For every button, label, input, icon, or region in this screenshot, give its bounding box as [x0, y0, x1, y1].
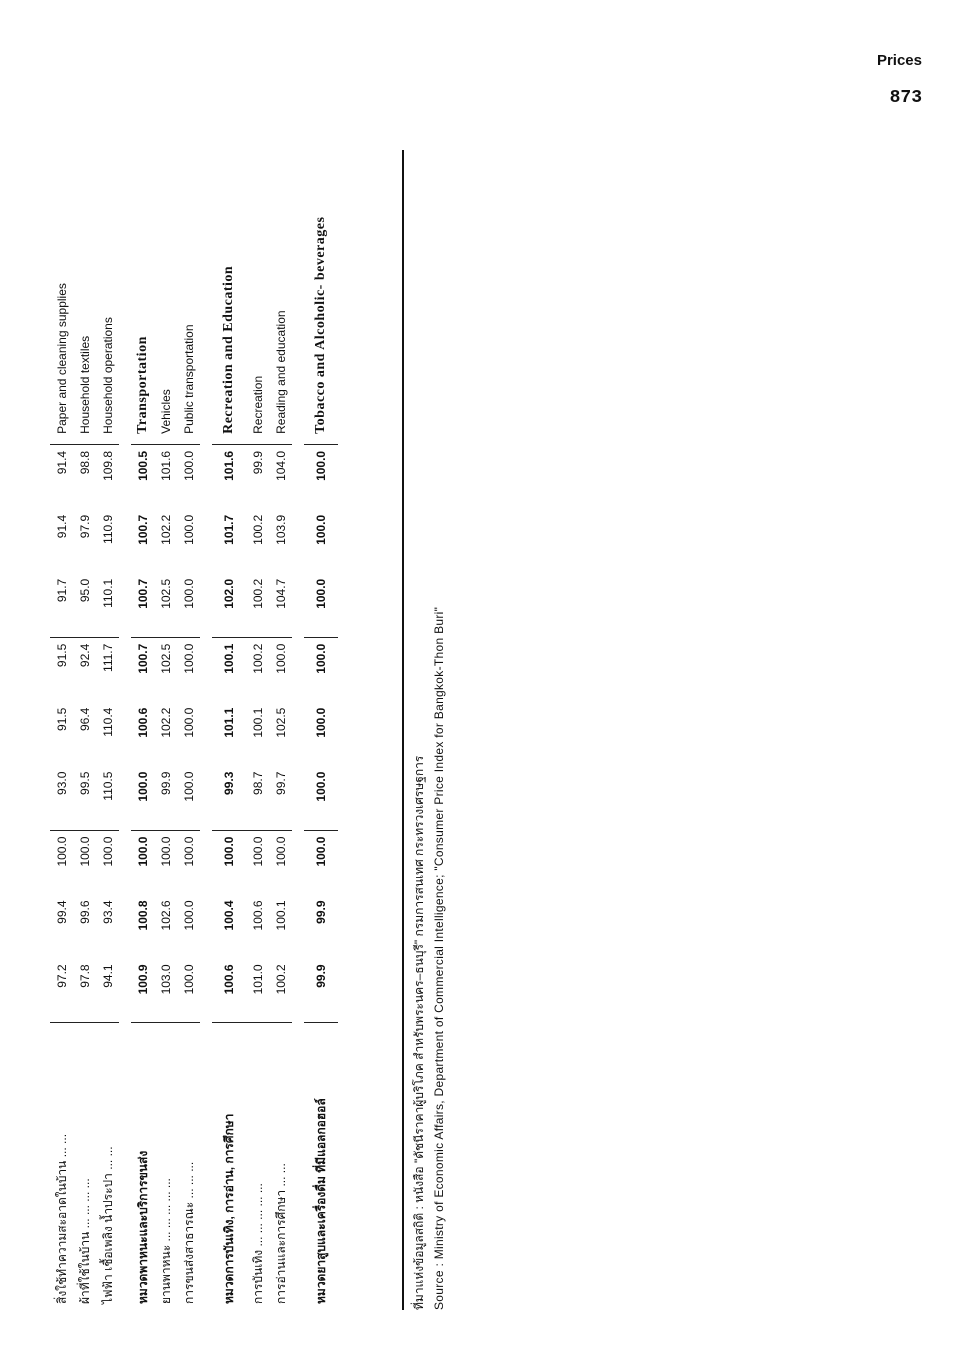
table-row [73, 150, 96, 1310]
index-value: 100.0 [181, 514, 196, 545]
index-value: 110.9 [100, 514, 115, 544]
index-value: 91.5 [54, 707, 69, 731]
index-value: 100.0 [181, 836, 196, 867]
index-value: 102.0 [212, 573, 246, 637]
table-row [50, 150, 73, 1310]
index-value: 91.4 [54, 450, 69, 475]
index-value: 100.7 [131, 573, 154, 637]
index-value: 98.8 [77, 450, 92, 475]
index-value: 101.7 [222, 514, 236, 545]
index-value: 100.0 [314, 514, 328, 545]
row-label-thai: การบันเทิง ... ... ... ... ... [250, 1183, 265, 1304]
table-row [212, 150, 246, 1310]
row-label-english: Household textiles [73, 150, 96, 444]
index-value: 101.1 [222, 707, 236, 738]
index-value: 100.0 [54, 836, 69, 867]
index-value: 100.0 [250, 836, 265, 867]
row-label-english: Reading and education [269, 150, 292, 444]
index-value: 109.8 [100, 450, 115, 481]
index-value: 100.0 [181, 643, 196, 674]
index-value: 100.2 [246, 573, 269, 637]
row-label-english: Tobacco and Alcoholic- beverages [304, 150, 338, 444]
row-label-thai: ผ้าที่ใช้ในบ้าน ... ... ... ... [77, 1178, 92, 1304]
index-value: 100.1 [273, 900, 288, 931]
page-number: 873 [889, 88, 922, 108]
index-value: 99.9 [304, 958, 338, 1022]
index-value: 100.6 [250, 900, 265, 931]
index-value: 99.9 [154, 766, 177, 830]
index-value: 100.0 [314, 643, 328, 674]
index-value: 100.2 [250, 643, 265, 674]
index-value: 100.2 [269, 958, 292, 1022]
index-value: 91.5 [54, 643, 69, 668]
index-value: 101.0 [246, 958, 269, 1022]
index-value: 99.6 [77, 900, 92, 924]
index-value: 94.1 [96, 958, 119, 1022]
index-value: 100.8 [135, 900, 150, 931]
index-value: 100.7 [135, 514, 150, 545]
index-value: 110.5 [96, 766, 119, 830]
row-label-thai: หมวดยาสูบและเครื่องดื่ม ที่มีแอลกอฮอล์ [314, 1098, 328, 1304]
source-thai: ที่มาแห่งข้อมูลสถิติ : หนังสือ "ดัชนีราคาผู้บริโภค สำหรับพระนคร–ธนบุรี" กรมการสนเทศ กระทรวงเศรษฐการ [412, 755, 426, 1310]
index-value: 111.7 [100, 643, 115, 672]
index-value: 100.0 [304, 766, 338, 830]
index-value: 102.5 [154, 573, 177, 637]
index-value: 100.0 [177, 958, 200, 1022]
index-value: 97.2 [50, 958, 73, 1022]
index-value: 99.9 [250, 450, 265, 475]
index-value: 100.0 [314, 836, 328, 867]
rotated-table-block [50, 150, 470, 1310]
row-label-english: Household operations [96, 150, 119, 444]
index-value: 110.4 [100, 707, 115, 737]
row-label-thai: การอ่านและการศึกษา ... ... [273, 1163, 288, 1304]
index-value: 102.5 [158, 643, 173, 674]
index-value: 92.4 [77, 643, 92, 668]
index-value: 97.9 [77, 514, 92, 539]
row-label-thai: การขนส่งสาธารณะ ... ... ... [181, 1161, 196, 1304]
row-label-english: Recreation and Education [212, 150, 246, 444]
table-row [96, 150, 119, 1310]
index-value: 100.0 [181, 707, 196, 738]
source-english: Source : Ministry of Economic Affairs, Department of Commercial Intelligence; "Consumer Price Index for Bangkok-Thon Buri" [432, 606, 446, 1310]
table-row [154, 150, 177, 1310]
index-value: 100.0 [304, 573, 338, 637]
table-row [177, 150, 200, 1310]
index-value: 100.6 [135, 707, 150, 738]
index-value: 102.6 [158, 900, 173, 931]
index-value: 102.5 [273, 707, 288, 738]
row-label-english: Recreation [246, 150, 269, 444]
table-bottom-rule [402, 150, 404, 1310]
index-value: 95.0 [73, 573, 96, 637]
index-value: 93.0 [50, 766, 73, 830]
table-row [269, 150, 292, 1310]
index-value: 110.1 [96, 573, 119, 637]
index-value: 93.4 [100, 900, 115, 924]
index-value: 99.4 [54, 900, 69, 924]
index-value: 100.0 [181, 900, 196, 931]
index-value: 104.7 [269, 573, 292, 637]
index-value: 100.2 [250, 514, 265, 545]
index-value: 99.9 [314, 900, 328, 924]
row-label-english: Transportation [131, 150, 154, 444]
index-value: 99.3 [212, 766, 246, 830]
row-label-thai: สิ่งใช้ทำความสะอาดในบ้าน ... ... [54, 1133, 69, 1304]
row-label-thai: ยานพาหนะ ... ... ... ... ... [158, 1178, 173, 1304]
row-label-thai: หมวดพาหนะและบริการขนส่ง [135, 1150, 150, 1304]
row-label-thai: หมวดการบันเทิง, การอ่าน, การศึกษา [222, 1113, 236, 1304]
table-row [304, 150, 338, 1310]
index-value: 96.4 [77, 707, 92, 731]
index-value: 103.9 [273, 514, 288, 545]
index-value: 100.5 [135, 450, 150, 481]
index-value: 102.2 [158, 514, 173, 545]
index-value: 100.0 [222, 836, 236, 867]
index-value: 100.0 [314, 707, 328, 738]
section-label: Prices [876, 52, 922, 69]
table-row [246, 150, 269, 1310]
index-value: 100.0 [100, 836, 115, 867]
index-value: 104.0 [273, 450, 288, 481]
index-value: 97.8 [73, 958, 96, 1022]
index-value: 99.5 [73, 766, 96, 830]
price-index-table [50, 150, 338, 1310]
index-value: 100.0 [131, 766, 154, 830]
index-value: 100.0 [158, 836, 173, 867]
index-value: 100.9 [131, 958, 154, 1022]
index-value: 100.0 [77, 836, 92, 867]
row-label-english: Vehicles [154, 150, 177, 444]
row-label-thai: ไฟฟ้า เชื้อเพลิง น้ำประปา ... ... [100, 1146, 115, 1304]
index-value: 102.2 [158, 707, 173, 738]
index-value: 99.7 [269, 766, 292, 830]
index-value: 100.0 [181, 450, 196, 481]
index-value: 100.0 [273, 836, 288, 867]
row-label-english: Public transportation [177, 150, 200, 444]
index-value: 100.4 [222, 900, 236, 931]
index-value: 103.0 [154, 958, 177, 1022]
index-value: 101.6 [222, 450, 236, 481]
index-value: 100.0 [135, 836, 150, 867]
table-row [131, 150, 154, 1310]
index-value: 100.1 [222, 643, 236, 674]
index-value: 101.6 [158, 450, 173, 481]
index-value: 100.0 [177, 766, 200, 830]
row-label-english: Paper and cleaning supplies [50, 150, 73, 444]
index-value: 100.7 [135, 643, 150, 674]
index-value: 100.1 [250, 707, 265, 738]
index-value: 91.4 [54, 514, 69, 539]
index-value: 100.0 [314, 450, 328, 481]
index-value: 91.7 [50, 573, 73, 637]
index-value: 100.6 [212, 958, 246, 1022]
index-value: 100.0 [177, 573, 200, 637]
index-value: 98.7 [246, 766, 269, 830]
index-value: 100.0 [273, 643, 288, 674]
